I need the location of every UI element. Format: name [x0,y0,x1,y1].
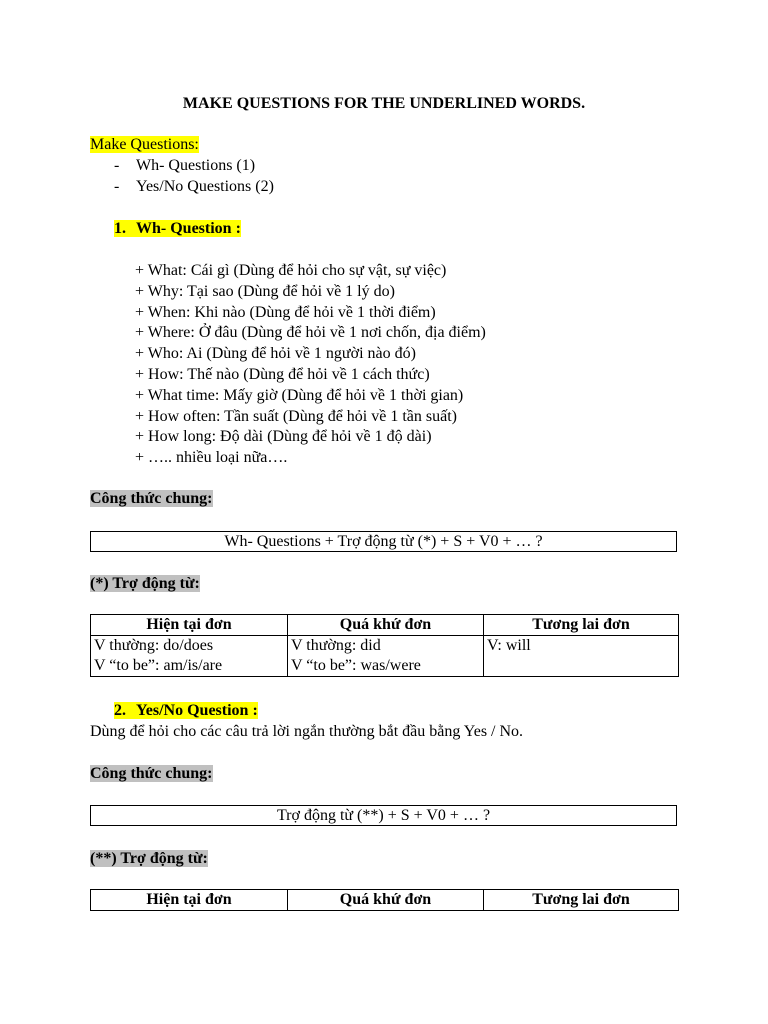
list-item: + Who: Ai (Dùng để hỏi về 1 người nào đó) [135,345,416,363]
make-questions-label-text: Make Questions: [90,136,199,153]
section1-formula-box: Wh- Questions + Trợ động từ (*) + S + V0 + … ? [90,531,677,552]
section1-heading [114,219,241,239]
table-header: Hiện tại đơn [91,890,288,911]
section2-formula-label-text: Công thức chung: [90,765,213,782]
cell-line: V “to be”: am/is/are [94,657,223,674]
list-item: + ….. nhiều loại nữa…. [135,449,288,467]
section2-heading [114,701,258,721]
cell-line: V: will [487,637,531,654]
section2-heading-text: Yes/No Question : [136,702,258,719]
list-item-text: Yes/No Questions (2) [136,178,274,195]
table-header-row [91,890,679,911]
cell-line: V “to be”: was/were [291,657,421,674]
table-header: Tương lai đơn [484,890,679,911]
wh-question-list [135,261,486,469]
cell-line: V thường: did [291,637,381,654]
section2-formula-box: Trợ động từ (**) + S + V0 + … ? [90,805,677,826]
list-item [114,177,274,197]
page-title: MAKE QUESTIONS FOR THE UNDERLINED WORDS. [182,95,586,112]
section2-aux-label [90,849,208,869]
list-item: + Where: Ở đâu (Dùng để hỏi về 1 nơi chốn, địa điểm) [135,324,486,342]
section1-aux-table [90,614,679,677]
table-header: Quá khứ đơn [288,890,484,911]
table-row [91,636,679,677]
section2-formula-label [90,764,213,784]
table-header: Hiện tại đơn [91,615,288,636]
list-item [114,156,255,176]
list-item: + How often: Tần suất (Dùng để hỏi về 1 tần suất) [135,407,457,425]
table-cell [91,636,288,677]
list-item: + What: Cái gì (Dùng để hỏi cho sự vật, sự việc) [135,262,447,279]
list-dash: - [114,157,120,174]
section2-number: 2. [114,702,126,719]
section2-aux-label-text: (**) Trợ động từ: [90,850,208,867]
table-header-row [91,615,679,636]
list-item: + What time: Mấy giờ (Dùng để hỏi về 1 thời gian) [135,386,464,404]
section1-heading-highlight [114,220,241,237]
make-questions-label [90,135,199,155]
table-header: Tương lai đơn [484,615,679,636]
section1-number: 1. [114,220,126,237]
section2-heading-highlight [114,702,258,719]
section2-description: Dùng để hỏi cho các câu trả lời ngắn thường bắt đầu bằng Yes / No. [90,723,524,740]
list-item: + How long: Độ dài (Dùng để hỏi về 1 độ dài) [135,428,432,446]
list-item: + How: Thế nào (Dùng để hỏi về 1 cách thức) [135,365,430,383]
list-dash: - [114,178,120,195]
section2-aux-table [90,889,679,911]
section1-formula-label [90,489,213,509]
list-item: + Why: Tại sao (Dùng để hỏi về 1 lý do) [135,282,395,300]
list-item: + When: Khi nào (Dùng để hỏi về 1 thời điểm) [135,303,436,321]
cell-line: V thường: do/does [94,637,214,654]
section1-aux-label [90,574,200,594]
table-header: Quá khứ đơn [288,615,484,636]
section1-heading-text: Wh- Question : [136,220,241,237]
list-item-text: Wh- Questions (1) [136,157,256,174]
section1-aux-label-text: (*) Trợ động từ: [90,575,200,592]
section1-formula-label-text: Công thức chung: [90,490,213,507]
table-cell [288,636,484,677]
table-cell [484,636,679,677]
